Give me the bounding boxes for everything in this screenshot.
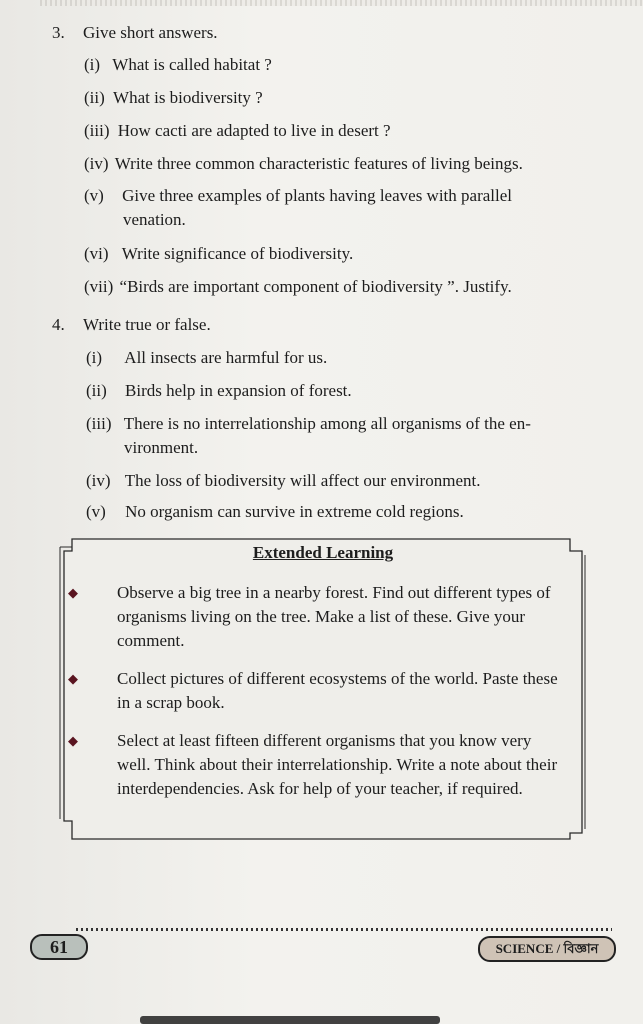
item-text: What is biodiversity ?	[113, 88, 263, 107]
item-text: Write three common characteristic features of living beings.	[114, 154, 523, 173]
extended-bullet-3: Select at least fifteen different organisms that you know very well. Think about their interrelationship. Write a note about their interdependencies. Ask for help of your teacher, if required.	[117, 731, 558, 798]
q4-item-5	[86, 500, 464, 524]
item-label: (i)	[84, 55, 101, 74]
item-label: (ii)	[86, 381, 107, 400]
footer-dotted-rule	[76, 928, 612, 931]
extended-learning-box	[58, 533, 588, 845]
item-label: (ii)	[84, 88, 105, 107]
q3-item-5-continued: venation.	[123, 210, 186, 229]
q3-item-3	[84, 119, 391, 143]
q3-item-1	[84, 53, 272, 77]
item-label: (iii)	[84, 121, 110, 140]
q3-item-7	[84, 275, 512, 299]
item-text: The loss of biodiversity will affect our environment.	[124, 471, 481, 490]
item-label: (v)	[86, 502, 106, 521]
item-label: (vi)	[84, 244, 109, 263]
question-3-title: Give short answers.	[83, 23, 218, 42]
diamond-bullet-icon: ◆	[68, 585, 78, 600]
item-text: There is no interrelationship among all organisms of the en-	[123, 414, 531, 433]
question-4-title: Write true or false.	[83, 315, 211, 334]
item-label: (vii)	[84, 277, 114, 296]
item-text: How cacti are adapted to live in desert ?	[117, 121, 391, 140]
item-label: (iv)	[84, 154, 109, 173]
question-4-number: 4.	[52, 315, 65, 334]
q4-item-3	[86, 412, 531, 436]
page-top-edge	[40, 0, 643, 6]
q3-item-2	[84, 86, 263, 110]
q4-item-1	[86, 346, 327, 370]
item-label: (i)	[86, 348, 103, 367]
item-label: (iii)	[86, 414, 112, 433]
item-text: Birds help in expansion of forest.	[125, 381, 352, 400]
diamond-bullet-icon: ◆	[68, 671, 78, 686]
question-4	[52, 313, 211, 337]
question-3	[52, 21, 218, 45]
item-text: Write significance of biodiversity.	[121, 244, 354, 263]
q3-item-5	[84, 184, 512, 208]
page-bottom-shadow	[140, 1016, 440, 1024]
item-text: No organism can survive in extreme cold regions.	[125, 502, 464, 521]
item-text: “Birds are important component of biodiversity ”. Justify.	[119, 277, 512, 296]
extended-bullet-2: Collect pictures of different ecosystems of the world. Paste these in a scrap book.	[117, 669, 558, 712]
q3-item-4	[84, 152, 523, 176]
diamond-bullet-icon: ◆	[68, 733, 78, 748]
subject-label: SCIENCE / বিজ্ঞান	[478, 936, 616, 962]
q4-item-4	[86, 469, 480, 493]
item-text: All insects are harmful for us.	[124, 348, 328, 367]
item-label: (v)	[84, 186, 104, 205]
q4-item-2	[86, 379, 352, 403]
q3-item-6	[84, 242, 353, 266]
extended-learning-title: Extended Learning	[252, 543, 394, 562]
item-text: Give three examples of plants having leaves with parallel	[122, 186, 512, 205]
extended-bullet-1: Observe a big tree in a nearby forest. Find out different types of organisms living on the tree. Make a list of these. Give your comment.	[117, 583, 551, 650]
item-text: What is called habitat ?	[112, 55, 272, 74]
q4-item-3-continued: vironment.	[124, 438, 199, 457]
page-number: 61	[30, 934, 88, 960]
question-3-number: 3.	[52, 23, 65, 42]
item-label: (iv)	[86, 471, 111, 490]
